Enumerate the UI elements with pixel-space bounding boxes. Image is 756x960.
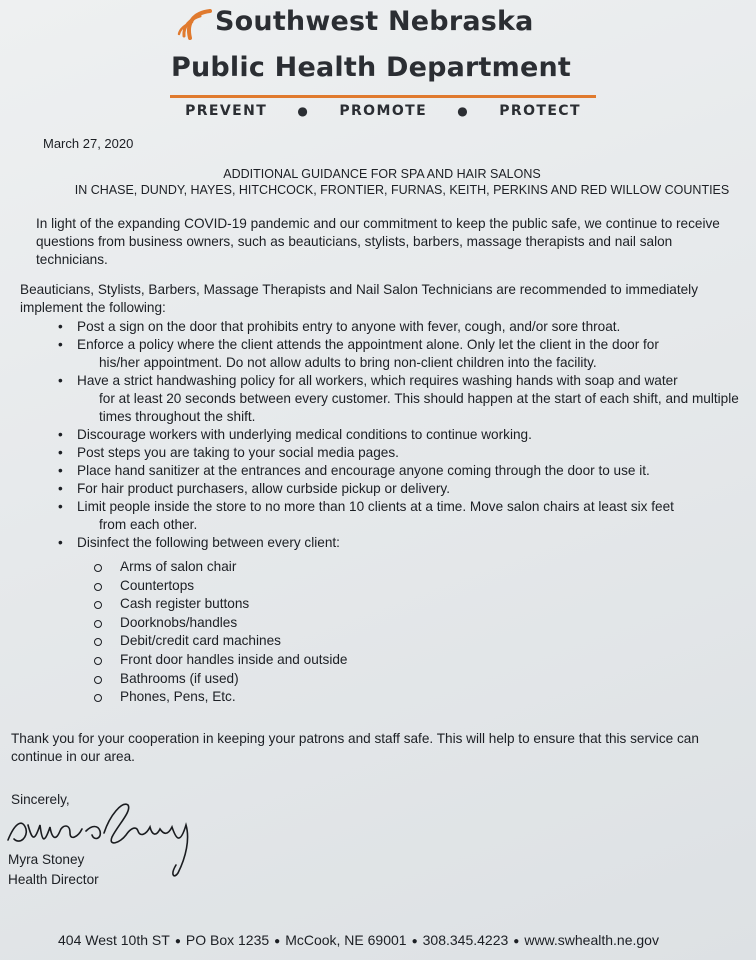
closing-paragraph: Thank you for your cooperation in keeping your patrons and staff safe. This will help to ensure that this service can continue in our area. bbox=[11, 731, 699, 764]
motto bbox=[170, 103, 596, 119]
signer-name: Myra Stoney bbox=[8, 852, 85, 867]
motto-promote: PROMOTE bbox=[339, 103, 428, 119]
bullet-dot-icon: ● bbox=[411, 936, 418, 947]
list-item: Doorknobs/handles bbox=[90, 614, 347, 633]
subject-line1: ADDITIONAL GUIDANCE FOR SPA AND HAIR SALONS bbox=[223, 167, 541, 181]
disinfect-list bbox=[90, 558, 347, 707]
bullet-icon: • bbox=[58, 481, 63, 496]
list-item: • Post steps you are taking to your social media pages. bbox=[58, 445, 399, 460]
footer-website: www.swhealth.ne.gov bbox=[524, 932, 659, 948]
org-name-line1: Southwest Nebraska bbox=[215, 6, 534, 37]
guidance-list bbox=[20, 318, 740, 552]
list-item: • Limit people inside the store to no more than 10 clients at a time. Move salon chairs at least six feet from each other. bbox=[58, 499, 674, 532]
bullet-dot-icon: ● bbox=[457, 104, 470, 118]
header-divider bbox=[170, 95, 596, 98]
salutation: Sincerely, bbox=[11, 792, 70, 807]
circle-bullet-icon bbox=[94, 694, 102, 702]
bullet-icon: • bbox=[58, 463, 63, 478]
bullet-icon: • bbox=[58, 535, 63, 550]
bullet-dot-icon: ● bbox=[513, 936, 520, 947]
list-item: Countertops bbox=[90, 577, 347, 596]
org-name-line2: Public Health Department bbox=[171, 52, 572, 83]
recommendation-intro: Beauticians, Stylists, Barbers, Massage Therapists and Nail Salon Technicians are recommended to immediately implement the following: bbox=[20, 282, 699, 315]
subject-line2: IN CHASE, DUNDY, HAYES, HITCHCOCK, FRONTIER, FURNAS, KEITH, PERKINS AND RED WILLOW COUNTIES bbox=[74, 183, 730, 197]
bullet-icon: • bbox=[58, 337, 63, 352]
list-item: Bathrooms (if used) bbox=[90, 670, 347, 689]
bullet-icon: • bbox=[58, 499, 63, 514]
list-item: Phones, Pens, Etc. bbox=[90, 688, 347, 707]
circle-bullet-icon bbox=[94, 620, 102, 628]
bullet-icon: • bbox=[58, 427, 63, 442]
letter-date: March 27, 2020 bbox=[43, 136, 134, 151]
circle-bullet-icon bbox=[94, 676, 102, 684]
footer-phone: 308.345.4223 bbox=[422, 932, 509, 948]
circle-bullet-icon bbox=[94, 638, 102, 646]
intro-paragraph: In light of the expanding COVID-19 pandemic and our commitment to keep the public safe, we continue to receive questions from business owners, such as beauticians, stylists, barbers, massage therapists and nail salon technicians. bbox=[36, 216, 720, 267]
bullet-icon: • bbox=[58, 319, 63, 334]
list-item: • Have a strict handwashing policy for all workers, which requires washing hands with soap and water for at least 20 seconds between every customer. This should happen at the start of each shift, and multiple times throughout the shift. bbox=[58, 373, 739, 424]
list-item: Front door handles inside and outside bbox=[90, 651, 347, 670]
bullet-icon: • bbox=[58, 373, 63, 388]
list-item: • Disinfect the following between every client: bbox=[58, 535, 340, 550]
motto-prevent: PREVENT bbox=[185, 103, 268, 119]
list-item: • Enforce a policy where the client attends the appointment alone. Only let the client in the door for his/her appointment. Do not allow adults to bring non-client children into the facility. bbox=[58, 337, 659, 370]
swirl-logo-icon bbox=[176, 8, 218, 42]
footer-po-box: PO Box 1235 bbox=[185, 932, 270, 948]
circle-bullet-icon bbox=[94, 564, 102, 572]
bullet-dot-icon: ● bbox=[297, 104, 310, 118]
list-item: • Place hand sanitizer at the entrances and encourage anyone coming through the door to use it. bbox=[58, 463, 650, 478]
footer-city: McCook, NE 69001 bbox=[285, 932, 407, 948]
list-item: Cash register buttons bbox=[90, 595, 347, 614]
circle-bullet-icon bbox=[94, 601, 102, 609]
footer-contact bbox=[58, 932, 659, 948]
list-item: • For hair product purchasers, allow curbside pickup or delivery. bbox=[58, 481, 450, 496]
bullet-dot-icon: ● bbox=[174, 936, 181, 947]
footer-address: 404 West 10th ST bbox=[58, 932, 170, 948]
circle-bullet-icon bbox=[94, 657, 102, 665]
list-item: • Discourage workers with underlying medical conditions to continue working. bbox=[58, 427, 532, 442]
list-item: • Post a sign on the door that prohibits entry to anyone with fever, cough, and/or sore throat. bbox=[58, 319, 621, 334]
list-item: Arms of salon chair bbox=[90, 558, 347, 577]
bullet-dot-icon: ● bbox=[274, 936, 281, 947]
bullet-icon: • bbox=[58, 445, 63, 460]
signer-title: Health Director bbox=[8, 872, 99, 887]
motto-protect: PROTECT bbox=[499, 103, 581, 119]
list-item: Debit/credit card machines bbox=[90, 632, 347, 651]
circle-bullet-icon bbox=[94, 583, 102, 591]
signature-icon bbox=[0, 795, 220, 880]
